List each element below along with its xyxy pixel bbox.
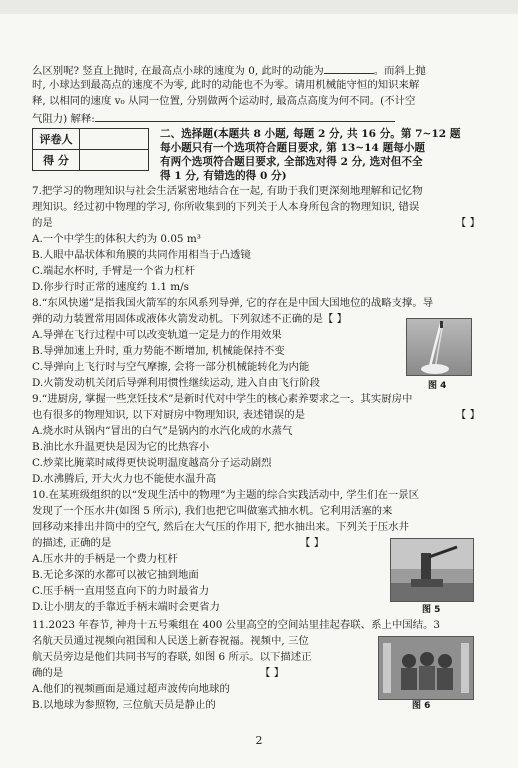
answer-blank xyxy=(324,62,374,74)
figure-6-caption: 图 6 xyxy=(412,701,431,711)
q10-line-1: 10.在某班级组织的以“发现生活中的物理”为主题的综合实践活动中, 学生们在一景区 xyxy=(32,489,420,501)
q8-line-2: 弹的动力装置常用固体或液体火箭发动机。下列叙述不正确的是【 】 xyxy=(32,313,348,325)
q8-option-b: B.导弹加速上升时, 重力势能不断增加, 机械能保持不变 xyxy=(32,345,285,357)
q9-option-b: B.油比水升温更快是因为它的比热容小 xyxy=(32,441,210,453)
reviewer-cell xyxy=(80,129,149,150)
q7-option-a: A.一个中学生的体积大约为 0.05 m³ xyxy=(32,233,201,245)
q9-option-c: C.炒菜比腌菜时咸得更快说明温度越高分子运动剧烈 xyxy=(32,457,272,469)
q7-line-1: 7.把学习的物理知识与社会生活紧密地结合在一起, 有助于我们更深刻地理解和记忆物 xyxy=(32,185,423,197)
q11-bracket: 【 】 xyxy=(260,667,285,679)
q8-option-c: C.导弹向上飞行时与空气摩擦, 会将一部分机械能转化为内能 xyxy=(32,361,310,373)
q11-line-3: 航天员旁边是他们共同书写的春联, 如图 6 所示。以下描述正 xyxy=(32,651,312,663)
q7-option-d: D.你步行时正常的速度约 1.1 m/s xyxy=(32,281,189,293)
q10-option-d: D.让小朋友的手靠近手柄末端时会更省力 xyxy=(32,601,220,613)
q9-option-a: A.烧水时从锅内“冒出的白气”是锅内的水汽化成的水蒸气 xyxy=(32,425,293,437)
q10-line-4: 的描述, 正确的是 xyxy=(32,537,112,549)
q11-line-4: 确的是 xyxy=(32,667,64,679)
q10-bracket: 【 】 xyxy=(300,537,325,549)
q10-option-a: A.压水井的手柄是一个费力杠杆 xyxy=(32,553,178,565)
q10-option-c: C.压手柄一直用竖直向下的力时最省力 xyxy=(32,585,210,597)
astronauts-image xyxy=(378,636,474,700)
q11-option-a: A.他们的视频画面是通过超声波传向地球的 xyxy=(32,683,230,695)
q9-line-1: 9.“进厨房, 掌握一些烹饪技术”是新时代对中学生的核心素养要求之一。其实厨房中 xyxy=(32,393,413,405)
intro-line-1: 么区别呢? 竖直上抛时, 在最高点小球的速度为 0, 此时的动能为 。而斜上抛 xyxy=(32,62,498,79)
q11-option-b: B.以地球为参照物, 三位航天员是静止的 xyxy=(32,699,216,711)
intro-line-3: 释, 以相同的速度 v₀ 从同一位置, 分别做两个运动时, 最高点高度为何不同。(不计空 xyxy=(32,95,416,107)
score-cell xyxy=(80,150,149,171)
q7-option-c: C.端起水杯时, 手臂是一个省力杠杆 xyxy=(32,265,195,277)
q10-line-2: 发现了一个压水井(如图 5 所示), 我们也把它叫做塞式抽水机。它利用活塞的来 xyxy=(32,505,393,517)
score-table xyxy=(32,128,149,171)
water-pump-image xyxy=(390,538,474,602)
q9-bracket: 【 】 xyxy=(455,409,480,421)
reviewer-label: 评卷人 xyxy=(33,129,80,150)
q10-option-b: B.无论多深的水都可以被它抽到地面 xyxy=(32,569,199,581)
q7-bracket: 【 】 xyxy=(455,217,480,229)
q11-line-1: 11.2023 年春节, 神舟十五号乘组在 400 公里高空的空间站里挂起春联、系上中国结。3 xyxy=(32,619,441,631)
missile-launch-image xyxy=(406,318,472,376)
q11-line-2: 名航天员通过视频向祖国和人民送上新春祝福。视频中, 三位 xyxy=(32,635,309,647)
figure-4-caption: 图 4 xyxy=(428,381,447,391)
section-heading: 二、选择题(本题共 8 小题, 每题 2 分, 共 16 分。第 7~12 题 每小题只有一个选项符合题目要求, 第 13~14 题每小题 有两个选项符合题目要求, 全部选对得 2 分, 选对但不全 得 1 分, 有错选的得 0 分) xyxy=(160,128,461,182)
q8-line-1: 8.“东风快递”是指我国火箭军的东风系列导弹, 它的存在是中国大国地位的战略支撑。导 xyxy=(32,297,434,309)
q7-line-2: 理知识。经过初中物理的学习, 你所收集到的下列关于人本身所包含的物理知识, 错误 xyxy=(32,201,420,213)
top-strip xyxy=(0,0,518,14)
q9-line-2: 也有很多的物理知识, 以下对厨房中物理知识, 表述错误的是 xyxy=(32,409,305,421)
page-number: 2 xyxy=(255,734,263,747)
q7-option-b: B.人眼中晶状体和角膜的共同作用相当于凸透镜 xyxy=(32,249,251,261)
q8-option-d: D.火箭发动机关闭后导弹利用惯性继续运动, 进入自由飞行阶段 xyxy=(32,377,321,389)
figure-5-caption: 图 5 xyxy=(422,605,441,615)
intro-line-4: 气阻力) 解释: xyxy=(32,110,498,127)
q8-option-a: A.导弹在飞行过程中可以改变轨道一定是力的作用效果 xyxy=(32,329,282,341)
q7-line-3: 的是 xyxy=(32,217,53,229)
intro-line-2: 时, 小球达到最高点的速度不为零, 此时的动能也不为零。请用机械能守恒的知识来解 xyxy=(32,79,420,91)
score-label: 得 分 xyxy=(33,150,80,171)
q10-line-3: 回移动来排出井筒中的空气, 然后在大气压的作用下, 把水抽出来。下列关于压水井 xyxy=(32,521,409,533)
q9-option-d: D.水沸腾后, 开大火力也不能使水温升高 xyxy=(32,473,217,485)
